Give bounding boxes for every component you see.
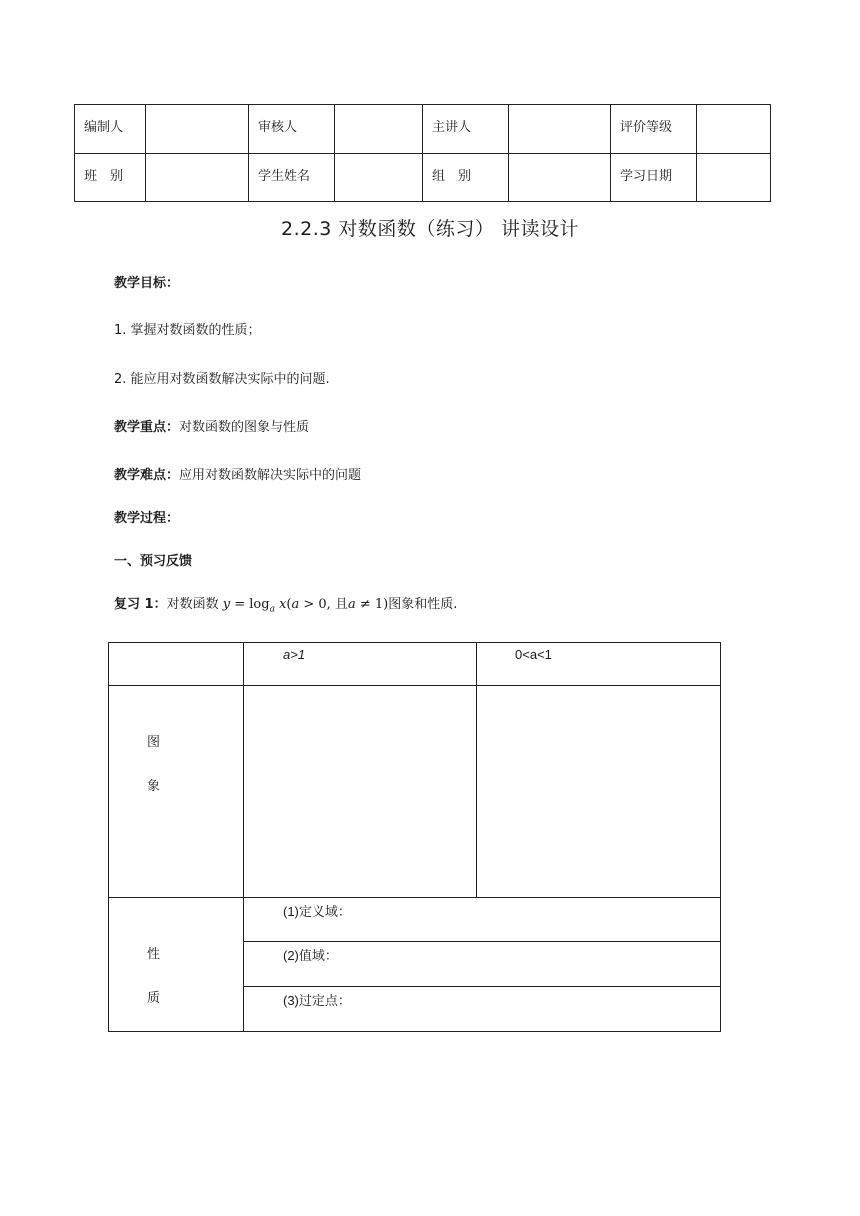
value-editor[interactable] <box>146 105 249 154</box>
difficulty-text: 应用对数函数解决实际中的问题 <box>179 468 362 483</box>
prop-domain: (1)定义域： <box>283 904 351 919</box>
divider-h1 <box>108 685 721 686</box>
difficulty-label: 教学难点： <box>114 468 180 483</box>
value-group[interactable] <box>509 153 611 202</box>
difficulty <box>114 464 361 483</box>
section-1-heading: 一、预习反馈 <box>114 554 193 569</box>
page-title: 2.2.3 对数函数（练习） 讲读设计 <box>281 218 579 240</box>
label-rating: 评价等级 <box>611 105 697 154</box>
objective-item-1: 1. 掌握对数函数的性质； <box>114 323 261 338</box>
col-header-a-gt-1: a>1 <box>283 647 306 662</box>
value-student-name[interactable] <box>335 153 423 202</box>
label-lecturer: 主讲人 <box>423 105 509 154</box>
row-label-graph-2: 象 <box>147 779 161 794</box>
value-rating[interactable] <box>697 105 771 154</box>
key-point-label: 教学重点： <box>114 420 180 435</box>
label-group: 组 别 <box>423 153 509 202</box>
divider-h4 <box>243 986 721 987</box>
label-study-date: 学习日期 <box>611 153 697 202</box>
review-1-prefix: 对数函数 <box>166 597 219 612</box>
process-heading: 教学过程： <box>114 511 180 526</box>
divider-h2 <box>108 897 721 898</box>
review-1-label: 复习 1： <box>114 597 167 612</box>
row-label-props-1: 性 <box>147 947 161 962</box>
label-reviewer: 审核人 <box>249 105 335 154</box>
key-point-text: 对数函数的图象与性质 <box>179 420 310 435</box>
col-header-a-lt-1: 0<a<1 <box>515 647 552 662</box>
value-lecturer[interactable] <box>509 105 611 154</box>
label-class: 班 别 <box>75 153 146 202</box>
divider-v1 <box>243 642 244 1032</box>
objectives-heading: 教学目标： <box>114 276 180 291</box>
prop-range: (2)值域： <box>283 948 338 963</box>
props-table <box>108 642 721 1032</box>
label-editor: 编制人 <box>75 105 146 154</box>
row-label-graph-1: 图 <box>147 735 161 750</box>
review-1 <box>114 593 457 615</box>
divider-v2 <box>476 642 477 898</box>
value-class[interactable] <box>146 153 249 202</box>
info-table <box>74 104 771 202</box>
label-student-name: 学生姓名 <box>249 153 335 202</box>
key-point <box>114 416 309 435</box>
row-label-props-2: 质 <box>147 991 161 1006</box>
value-reviewer[interactable] <box>335 105 423 154</box>
review-1-suffix: 图象和性质. <box>388 597 458 612</box>
prop-fixed-point: (3)过定点： <box>283 993 351 1008</box>
value-study-date[interactable] <box>697 153 771 202</box>
objective-item-2: 2. 能应用对数函数解决实际中的问题. <box>114 372 330 387</box>
divider-h3 <box>243 941 721 942</box>
log-function-formula: $y = \log_a x(a > 0$, 且a ≠ 1) <box>222 597 389 615</box>
